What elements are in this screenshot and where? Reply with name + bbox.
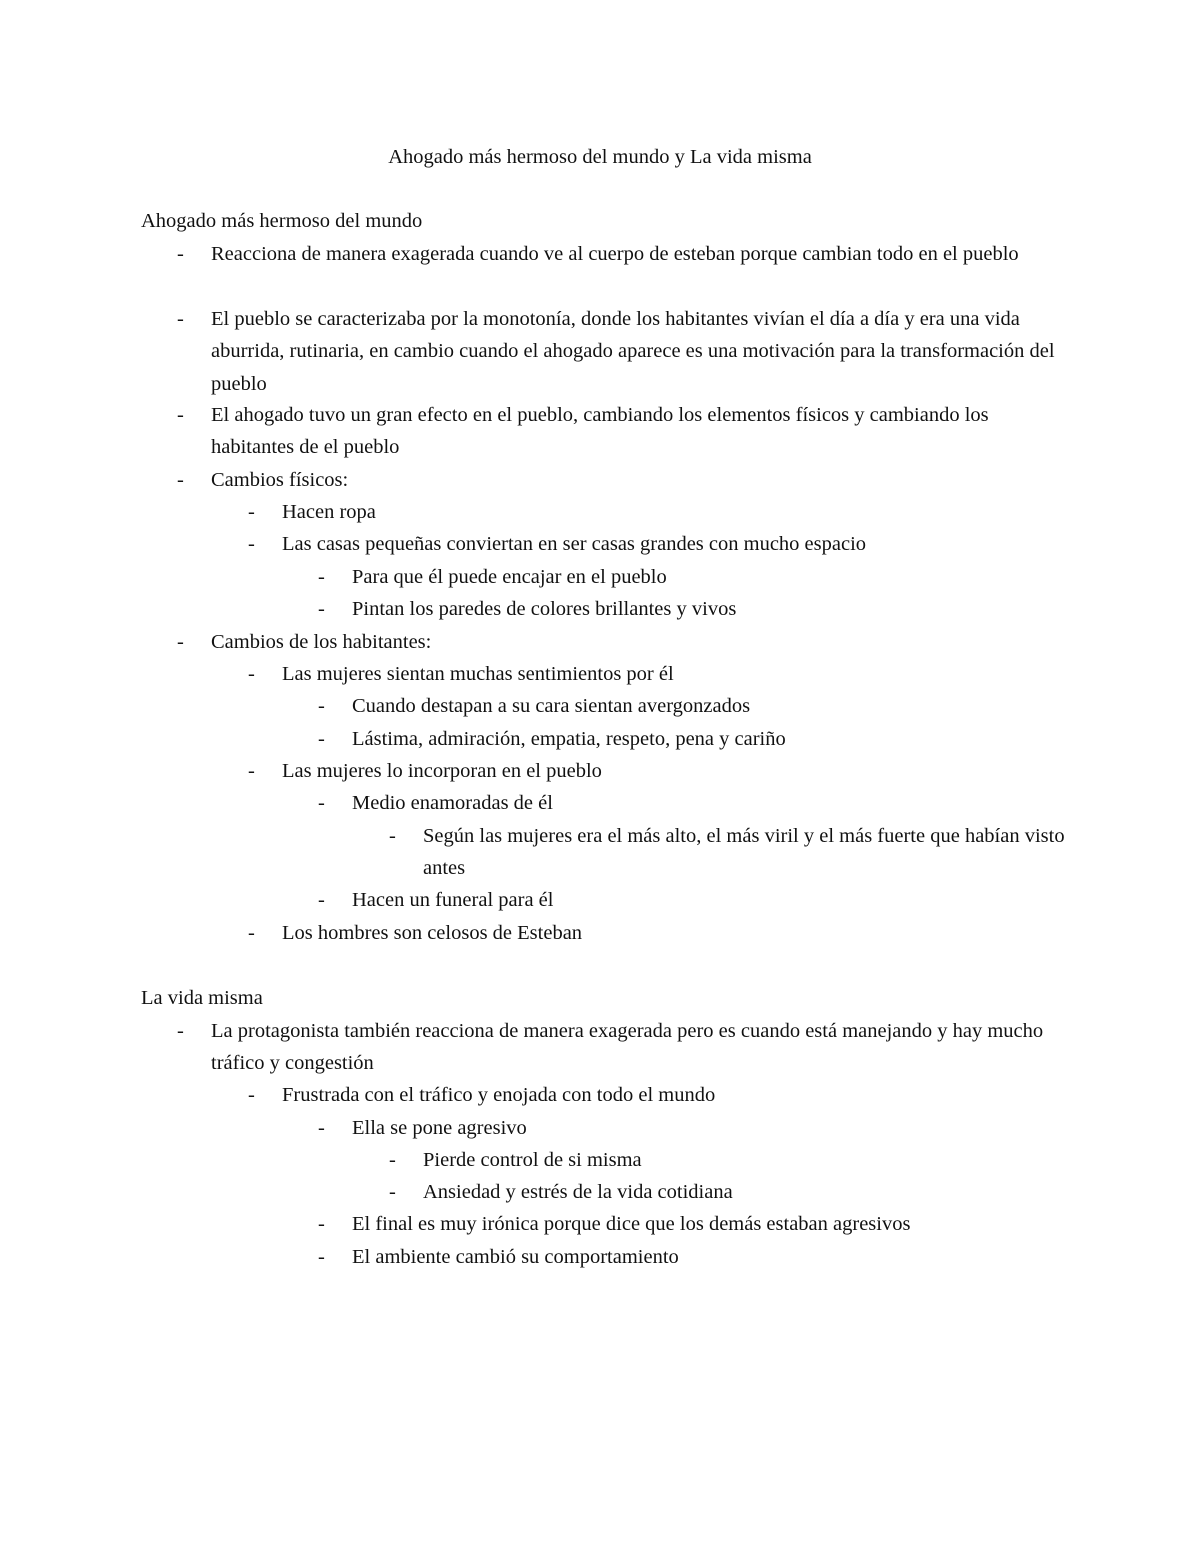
list-item-text: Cuando destapan a su cara sientan avergonzados <box>352 695 751 717</box>
list-item <box>318 787 1072 819</box>
list-item <box>389 820 1073 885</box>
dash-bullet: - <box>318 1213 325 1235</box>
section-heading: Ahogado más hermoso del mundo <box>141 210 423 232</box>
list-item <box>318 593 1072 625</box>
list-item-text: Pintan los paredes de colores brillantes y vivos <box>352 598 737 620</box>
list-item-text: Hacen ropa <box>282 501 376 523</box>
dash-bullet: - <box>318 728 325 750</box>
list-item <box>177 464 1071 496</box>
dash-bullet: - <box>389 825 396 847</box>
list-item <box>248 917 1072 949</box>
list-item <box>177 399 1071 464</box>
dash-bullet: - <box>248 760 255 782</box>
list-item-text: El pueblo se caracterizaba por la monotonía, donde los habitantes vivían el día a día y era una vida aburrida, rutinaria, en cambio cuando el ahogado aparece es una motivación para la transformación del pueblo <box>211 308 1055 395</box>
dash-bullet: - <box>318 1246 325 1268</box>
list-item-text: La protagonista también reacciona de manera exagerada pero es cuando está manejando y hay mucho tráfico y congestión <box>211 1020 1044 1075</box>
dash-bullet: - <box>248 922 255 944</box>
list-item-text: Las mujeres sientan muchas sentimientos por él <box>282 663 674 685</box>
list-item-text: Frustrada con el tráfico y enojada con todo el mundo <box>282 1084 716 1106</box>
list-item <box>248 496 1072 528</box>
section-heading: La vida misma <box>141 987 263 1009</box>
dash-bullet: - <box>248 533 255 555</box>
dash-bullet: - <box>318 1117 325 1139</box>
list-item <box>248 528 1072 560</box>
dash-bullet: - <box>248 663 255 685</box>
list-item-text: Lástima, admiración, empatia, respeto, pena y cariño <box>352 728 786 750</box>
dash-bullet: - <box>248 501 255 523</box>
dash-bullet: - <box>318 695 325 717</box>
list-item <box>318 723 1072 755</box>
list-item-text: Pierde control de si misma <box>423 1149 642 1171</box>
list-item <box>318 1241 1072 1273</box>
list-item-text: Cambios físicos: <box>211 469 349 491</box>
list-item-text: Las mujeres lo incorporan en el pueblo <box>282 760 602 782</box>
dash-bullet: - <box>177 308 184 330</box>
list-item <box>248 658 1072 690</box>
dash-bullet: - <box>318 566 325 588</box>
list-item <box>389 1144 1073 1176</box>
list-item-text: Ansiedad y estrés de la vida cotidiana <box>423 1181 733 1203</box>
document-title: Ahogado más hermoso del mundo y La vida misma <box>388 146 812 168</box>
list-item-text: El final es muy irónica porque dice que los demás estaban agresivos <box>352 1213 911 1235</box>
list-item-text: Las casas pequeñas conviertan en ser casas grandes con mucho espacio <box>282 533 867 555</box>
list-item-text: Para que él puede encajar en el pueblo <box>352 566 667 588</box>
dash-bullet: - <box>248 1084 255 1106</box>
dash-bullet: - <box>318 598 325 620</box>
list-item <box>177 1015 1071 1080</box>
list-item-text: Hacen un funeral para él <box>352 889 554 911</box>
list-item <box>248 1079 1072 1111</box>
list-item <box>318 690 1072 722</box>
dash-bullet: - <box>177 404 184 426</box>
list-item <box>177 626 1071 658</box>
list-item-text: Reacciona de manera exagerada cuando ve al cuerpo de esteban porque cambian todo en el pueblo <box>211 243 1019 265</box>
list-item-text: Los hombres son celosos de Esteban <box>282 922 583 944</box>
list-item <box>318 1112 1072 1144</box>
dash-bullet: - <box>177 1020 184 1042</box>
list-item <box>177 238 1071 270</box>
dash-bullet: - <box>177 243 184 265</box>
list-item-text: Según las mujeres era el más alto, el más viril y el más fuerte que habían visto antes <box>423 825 1065 880</box>
list-item-text: El ambiente cambió su comportamiento <box>352 1246 679 1268</box>
dash-bullet: - <box>318 889 325 911</box>
list-item <box>318 1208 1072 1240</box>
list-item <box>318 884 1072 916</box>
dash-bullet: - <box>318 792 325 814</box>
dash-bullet: - <box>177 469 184 491</box>
dash-bullet: - <box>177 631 184 653</box>
list-item <box>389 1176 1073 1208</box>
list-item <box>177 303 1071 400</box>
list-item-text: Ella se pone agresivo <box>352 1117 527 1139</box>
list-item-text: Cambios de los habitantes: <box>211 631 432 653</box>
list-item-text: Medio enamoradas de él <box>352 792 553 814</box>
dash-bullet: - <box>389 1149 396 1171</box>
dash-bullet: - <box>389 1181 396 1203</box>
list-item <box>248 755 1072 787</box>
list-item-text: El ahogado tuvo un gran efecto en el pueblo, cambiando los elementos físicos y cambiando los habitantes de el pueblo <box>211 404 989 459</box>
list-item <box>318 561 1072 593</box>
